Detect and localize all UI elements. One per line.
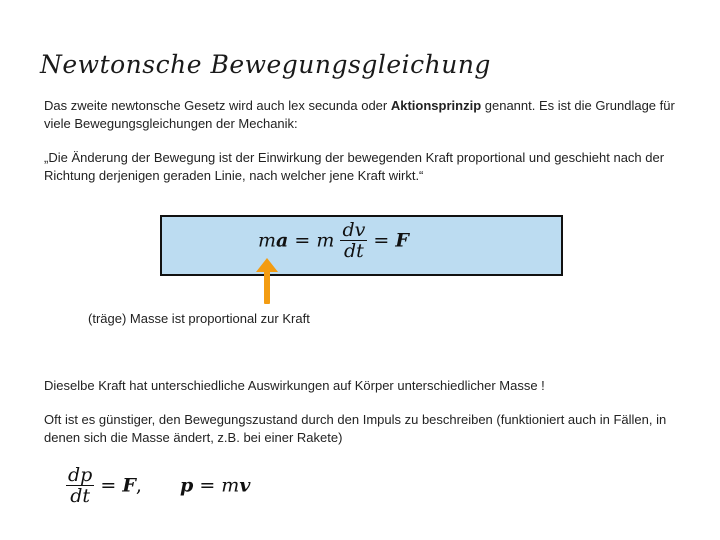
eq1-force: F <box>395 229 409 252</box>
eq1-denominator: dt <box>343 240 364 262</box>
eq2-derivative-fraction <box>66 465 94 506</box>
eq2-equals-1: = <box>100 474 117 497</box>
equation-box <box>160 215 563 276</box>
eq1-acceleration: a <box>276 229 289 252</box>
eq1-equals-1: = <box>294 229 311 252</box>
eq1-derivative-fraction <box>340 220 367 261</box>
mass-annotation: (träge) Masse ist proportional zur Kraft <box>88 311 310 326</box>
intro-text-end: genannt. Es ist die Grundlage für viele Bewegungsgleichungen der Mechanik: <box>44 98 675 131</box>
mass-effect-note: Dieselbe Kraft hat unterschiedliche Auswirkungen auf Körper unterschiedlicher Masse ! <box>44 378 545 393</box>
page-title: Newtonsche Bewegungsgleichung <box>40 50 491 79</box>
eq2-comma: , <box>135 474 142 497</box>
eq2-momentum: p <box>179 474 194 497</box>
impulse-equation <box>66 465 250 506</box>
intro-text-start: Das zweite newtonsche Gesetz wird auch lex secunda oder <box>44 98 391 113</box>
eq2-force: F <box>122 474 136 497</box>
eq2-mass: m <box>221 474 240 497</box>
arrow-stem <box>264 268 270 304</box>
intro-paragraph <box>44 97 684 133</box>
eq1-numerator: dv <box>342 219 366 241</box>
newton-second-law-equation <box>258 220 409 261</box>
eq2-equals-2: = <box>199 474 216 497</box>
intro-bold-term: Aktionsprinzip <box>390 98 482 113</box>
eq2-velocity: v <box>239 474 251 497</box>
eq2-denominator: dt <box>70 485 91 507</box>
eq1-equals-2: = <box>373 229 390 252</box>
eq2-numerator: dp <box>68 464 93 486</box>
eq1-mass: m <box>258 229 277 252</box>
impulse-note: Oft ist es günstiger, den Bewegungszustand durch den Impuls zu beschreiben (funktioniert auch in Fällen, in denen sich die Masse ändert, z.B. bei einer Rakete) <box>44 412 667 445</box>
eq1-mass-2: m <box>316 229 335 252</box>
newton-quote: „Die Änderung der Bewegung ist der Einwirkung der bewegenden Kraft proportional und geschieht nach der Richtung derjenigen geraden Linie, nach welcher jene Kraft wirkt.“ <box>44 150 665 183</box>
